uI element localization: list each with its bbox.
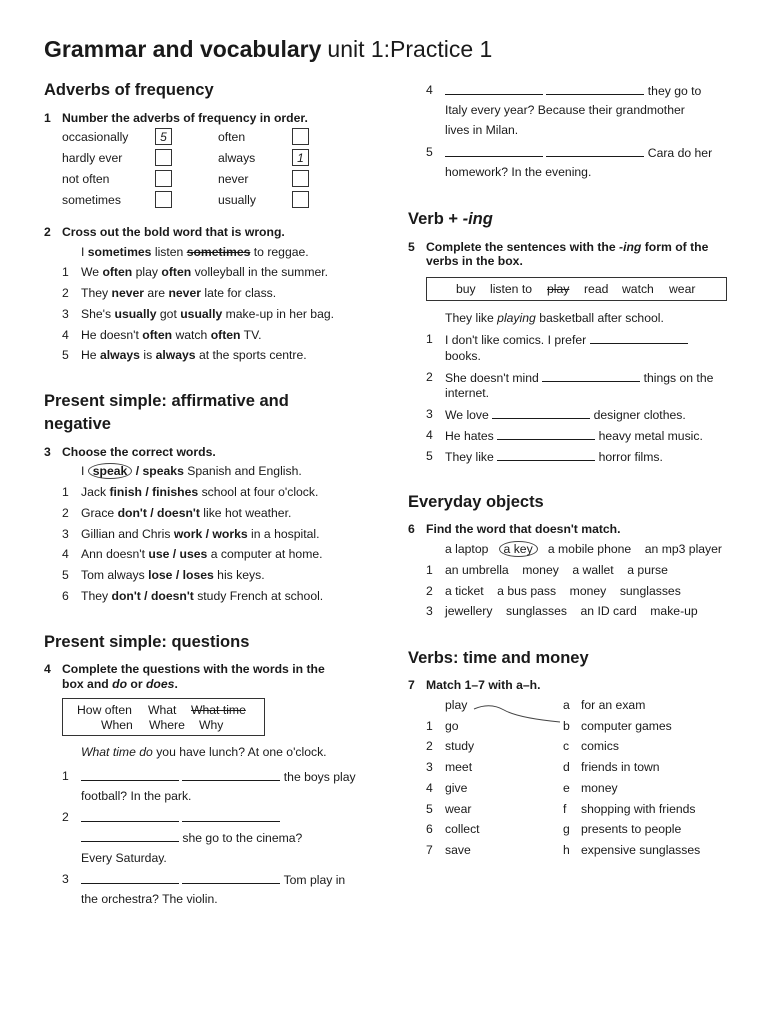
match-right-item: shopping with friends: [581, 802, 696, 816]
item-number: 4: [62, 328, 69, 342]
match-line: [474, 706, 560, 722]
item-number: 5: [426, 449, 433, 463]
answer-blank[interactable]: [546, 83, 644, 95]
question-line: Tom play in: [81, 872, 345, 887]
item-number: 5: [62, 348, 69, 362]
match-right-item: computer games: [581, 719, 672, 733]
exercise-title: Choose the correct words.: [62, 445, 216, 459]
match-left-item: meet: [445, 760, 473, 774]
match-left-item: give: [445, 781, 468, 795]
exercise-title: Cross out the bold word that is wrong.: [62, 225, 285, 239]
word-row: a ticket a bus pass money sunglasses: [445, 584, 681, 598]
box-word: Where: [149, 718, 185, 732]
circled-answer: a key: [499, 541, 538, 557]
item-number: 3: [426, 407, 433, 421]
item-number: 2: [62, 506, 69, 520]
item-number: 4: [426, 83, 433, 97]
exercise-title: Complete the questions with the words in the: [62, 662, 325, 676]
answer-blank[interactable]: [182, 769, 280, 781]
item-number: 5: [426, 802, 433, 816]
answer-blank[interactable]: [81, 872, 179, 884]
item-letter: g: [563, 822, 570, 836]
item-number: 4: [62, 547, 69, 561]
sentence: books.: [445, 349, 481, 363]
box-word: read: [584, 282, 609, 296]
box-word: When: [101, 718, 133, 732]
sentence: Gillian and Chris work / works in a hospital.: [81, 527, 320, 541]
answer-blank[interactable]: [182, 872, 280, 884]
section-heading-adverbs: Adverbs of frequency: [44, 81, 214, 99]
example-sentence: They like playing basketball after school.: [445, 311, 664, 325]
item-number: 3: [62, 527, 69, 541]
answer-blank[interactable]: [81, 810, 179, 822]
answer-blank[interactable]: [445, 83, 543, 95]
example-sentence: What time do you have lunch? At one o'clock.: [81, 745, 327, 759]
answer-blank[interactable]: [497, 449, 595, 461]
box-word: How often: [77, 703, 132, 717]
exercise-title-2: box and do or does.: [62, 677, 178, 691]
item-number: 1: [426, 332, 433, 346]
box-word: Why: [199, 718, 224, 732]
circled-answer: speak: [88, 463, 133, 479]
match-left-item: wear: [445, 802, 472, 816]
item-number: 4: [426, 781, 433, 795]
question-line: [81, 810, 280, 825]
exercise-number: 2: [44, 225, 51, 239]
item-number: 6: [426, 822, 433, 836]
answer-blank[interactable]: [445, 145, 543, 157]
word-box: [62, 698, 265, 736]
question-line: the boys play: [81, 769, 356, 784]
section-heading-questions: Present simple: questions: [44, 633, 250, 651]
adverb-word: always: [218, 151, 256, 165]
title-main: Grammar and vocabulary: [44, 36, 322, 62]
item-letter: a: [563, 698, 570, 712]
box-word: buy: [456, 282, 476, 296]
match-left-item: play: [445, 698, 468, 712]
answer-blank[interactable]: [81, 769, 179, 781]
item-number: 1: [426, 563, 433, 577]
sentence: We love designer clothes.: [445, 408, 686, 422]
answer-box[interactable]: [155, 170, 172, 187]
exercise-title: Match 1–7 with a–h.: [426, 678, 541, 692]
item-number: 3: [62, 872, 69, 886]
example-row: a laptop a key a mobile phone an mp3 player: [445, 542, 722, 556]
answer-box[interactable]: [292, 128, 309, 145]
exercise-number: 1: [44, 111, 51, 125]
sentence: They never are never late for class.: [81, 286, 277, 300]
item-number: 1: [62, 485, 69, 499]
answer-blank[interactable]: [546, 145, 644, 157]
question-line: the orchestra? The violin.: [81, 892, 218, 906]
item-number: 4: [426, 428, 433, 442]
sentence: Grace don't / doesn't like hot weather.: [81, 506, 292, 520]
match-connector: [470, 700, 570, 730]
answer-blank[interactable]: [497, 428, 595, 440]
answer-box[interactable]: [292, 191, 309, 208]
sentence: Jack finish / finishes school at four o'clock.: [81, 485, 319, 499]
item-number: 2: [426, 370, 433, 384]
box-word: wear: [669, 282, 696, 296]
section-heading-present-simple-2: negative: [44, 415, 111, 433]
match-right-item: comics: [581, 739, 619, 753]
item-letter: f: [563, 802, 567, 816]
exercise-number: 4: [44, 662, 51, 676]
answer-blank[interactable]: [492, 407, 590, 419]
box-word: What time: [191, 703, 246, 717]
adverb-word: hardly ever: [62, 151, 123, 165]
word-box: [426, 277, 727, 301]
item-number: 5: [62, 568, 69, 582]
sentence: He doesn't often watch often TV.: [81, 328, 262, 342]
sentence: Ann doesn't use / uses a computer at home.: [81, 547, 323, 561]
adverb-word: often: [218, 130, 246, 144]
adverb-word: never: [218, 172, 249, 186]
word-row: jewellery sunglasses an ID card make-up: [445, 604, 698, 618]
item-letter: h: [563, 843, 570, 857]
exercise-number: 5: [408, 240, 415, 254]
item-number: 1: [62, 769, 69, 783]
exercise-title-2: verbs in the box.: [426, 254, 523, 268]
sentence: He hates heavy metal music.: [445, 429, 703, 443]
match-right-item: friends in town: [581, 760, 660, 774]
example-sentence: I sometimes listen sometimes to reggae.: [81, 245, 309, 259]
item-number: 2: [62, 810, 69, 824]
sentence: She doesn't mind things on the: [445, 371, 714, 385]
answer-blank[interactable]: [590, 332, 688, 344]
item-number: 3: [426, 604, 433, 618]
question-line: she go to the cinema?: [81, 830, 302, 845]
item-letter: c: [563, 739, 570, 753]
item-number: 7: [426, 843, 433, 857]
sentence: Tom always lose / loses his keys.: [81, 568, 265, 582]
answer-box[interactable]: 1: [292, 149, 309, 166]
question-line: homework? In the evening.: [445, 165, 592, 179]
item-number: 2: [426, 739, 433, 753]
word-row: an umbrella money a wallet a purse: [445, 563, 668, 577]
page-title: [44, 36, 492, 63]
exercise-number: 6: [408, 522, 415, 536]
match-left-item: save: [445, 843, 471, 857]
exercise-number: 3: [44, 445, 51, 459]
match-right-item: money: [581, 781, 618, 795]
sentence: internet.: [445, 386, 490, 400]
adverb-word: sometimes: [62, 193, 121, 207]
item-number: 1: [62, 265, 69, 279]
sentence: I don't like comics. I prefer: [445, 332, 688, 347]
item-letter: b: [563, 719, 570, 733]
adverb-word: not often: [62, 172, 110, 186]
item-letter: d: [563, 760, 570, 774]
sentence: They don't / doesn't study French at school.: [81, 589, 324, 603]
match-left-item: go: [445, 719, 459, 733]
match-right-item: presents to people: [581, 822, 682, 836]
item-number: 2: [426, 584, 433, 598]
box-word: watch: [622, 282, 654, 296]
match-left-item: study: [445, 739, 475, 753]
answer-box[interactable]: [155, 149, 172, 166]
adverb-word: usually: [218, 193, 256, 207]
answer-box[interactable]: 5: [155, 128, 172, 145]
adverb-word: occasionally: [62, 130, 129, 144]
item-number: 3: [62, 307, 69, 321]
item-number: 6: [62, 589, 69, 603]
exercise-title: Find the word that doesn't match.: [426, 522, 621, 536]
item-number: 3: [426, 760, 433, 774]
title-sub: unit 1:Practice 1: [327, 36, 493, 62]
item-number: 2: [62, 286, 69, 300]
box-word: What: [148, 703, 177, 717]
question-line: football? In the park.: [81, 789, 192, 803]
exercise-title: Number the adverbs of frequency in order.: [62, 111, 308, 125]
section-heading-objects: Everyday objects: [408, 493, 544, 511]
match-right-item: for an exam: [581, 698, 646, 712]
question-line: Italy every year? Because their grandmother: [445, 103, 685, 117]
answer-blank[interactable]: [542, 370, 640, 382]
item-number: 1: [426, 719, 433, 733]
section-heading-verbs-time-money: Verbs: time and money: [408, 649, 589, 667]
box-word: play: [547, 282, 570, 296]
question-line: Every Saturday.: [81, 851, 167, 865]
question-line: Cara do her: [445, 145, 712, 160]
match-right-item: expensive sunglasses: [581, 843, 701, 857]
answer-blank[interactable]: [182, 810, 280, 822]
answer-blank[interactable]: [81, 830, 179, 842]
exercise-title: Complete the sentences with the -ing form of the: [426, 240, 709, 254]
answer-box[interactable]: [155, 191, 172, 208]
question-line: they go to: [445, 83, 701, 98]
example-sentence: I speak / speaks Spanish and English.: [81, 464, 302, 478]
sentence: She's usually got usually make-up in her bag.: [81, 307, 335, 321]
sentence: We often play often volleyball in the summer.: [81, 265, 329, 279]
section-heading-verb-ing: Verb + -ing: [408, 210, 493, 228]
sentence: He always is always at the sports centre.: [81, 348, 307, 362]
question-line: lives in Milan.: [445, 123, 519, 137]
item-letter: e: [563, 781, 570, 795]
item-number: 5: [426, 145, 433, 159]
sentence: They like horror films.: [445, 450, 663, 464]
section-heading-present-simple: Present simple: affirmative and: [44, 392, 289, 410]
answer-box[interactable]: [292, 170, 309, 187]
exercise-number: 7: [408, 678, 415, 692]
match-left-item: collect: [445, 822, 480, 836]
box-word: listen to: [490, 282, 533, 296]
